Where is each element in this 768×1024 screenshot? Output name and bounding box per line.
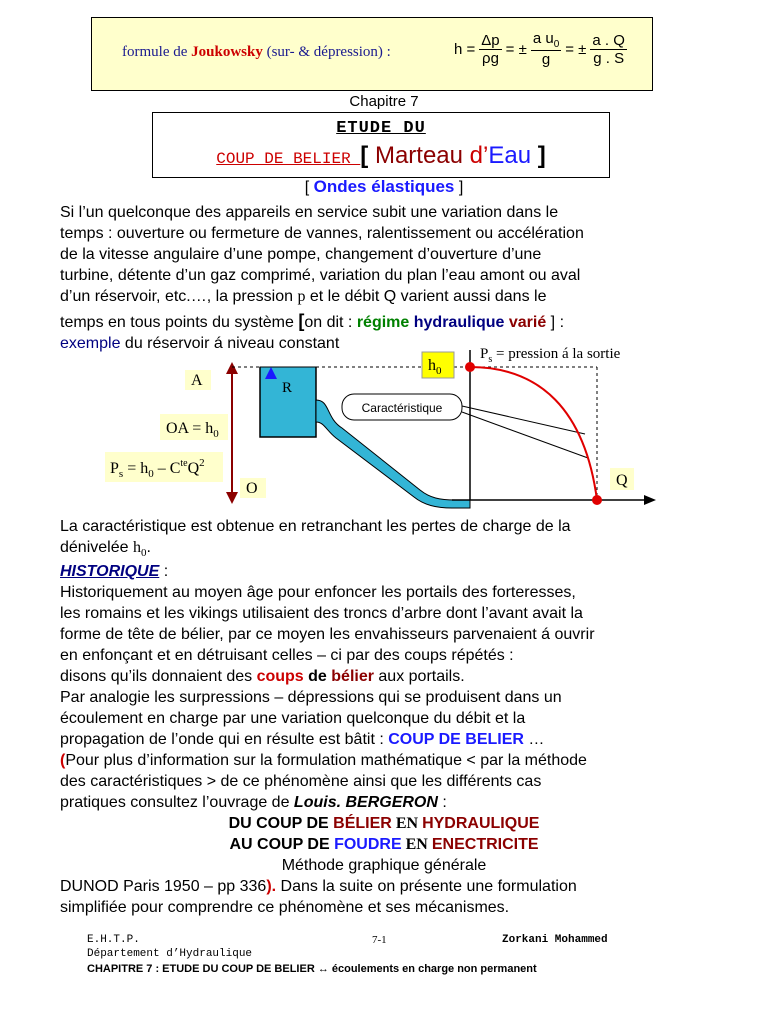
ref-line-5: simplifiée pour comprendre ce phénomène et ses mécanismes. — [60, 899, 510, 916]
intro-p: p — [297, 288, 306, 305]
label-r: R — [282, 380, 293, 396]
hist-line-2: les romains et les vikings utilisaient des troncs d’arbre dont l’avant avait la — [60, 605, 583, 622]
after-h-sub: 0 — [140, 547, 147, 560]
hist-l5a: disons qu’ils donnaient des — [60, 668, 257, 685]
frac2-den: g — [541, 51, 551, 68]
formula-math — [454, 30, 627, 68]
caracteristique-label: Caractéristique — [361, 401, 443, 415]
hydraulique-word: hydraulique — [409, 314, 505, 331]
ondes-close: ] — [454, 179, 464, 196]
regime-word: régime — [356, 314, 410, 331]
ref-en1: EN — [391, 815, 423, 832]
formula-lhs: h = — [454, 40, 476, 58]
ref-belier: BÉLIER — [333, 815, 392, 832]
ondes-open: [ — [304, 179, 314, 196]
footer-page: 7-1 — [372, 934, 387, 946]
historique-section — [60, 561, 710, 813]
footer-arrow: ↔ — [317, 963, 329, 975]
oa-text: OA = $h_0$ — [166, 420, 219, 440]
title-box — [152, 112, 610, 178]
hist-l9a: ( — [60, 752, 66, 769]
hist-line-11 — [60, 792, 710, 813]
intro-l6b: [ — [298, 311, 305, 331]
height-arrow-top — [226, 362, 238, 374]
hist-line-5 — [60, 666, 710, 687]
intro-line-4: turbine, détente d’un gaz comprimé, variation du plan l’eau amont ou aval — [60, 267, 581, 284]
ondes-text: Ondes élastiques — [313, 177, 455, 196]
label-q: Q — [616, 472, 628, 489]
hist-line-6: Par analogie les surpressions – dépressions qui se produisent dans un — [60, 689, 562, 706]
ref-foudre: FOUDRE — [334, 836, 402, 853]
characteristic-curve — [470, 367, 597, 500]
ref-line-3: Méthode graphique générale — [281, 857, 487, 874]
exemple-word: exemple — [60, 335, 121, 352]
point-q — [592, 495, 602, 505]
height-arrow-bottom — [226, 492, 238, 504]
title-marteau: Marteau — [374, 142, 470, 169]
hist-line-1: Historiquement au moyen âge pour enfoncer les portails des forteresses, — [60, 584, 576, 601]
title-bracket-open: [ — [360, 142, 375, 169]
intro-line-3: de la vitesse angulaire d’une pompe, changement d’ouverture d’une — [60, 246, 542, 263]
ref-en2: EN — [401, 836, 432, 853]
reference-block — [0, 813, 768, 876]
hist-l11c: : — [437, 794, 447, 811]
title-line1: ETUDE DU — [336, 119, 426, 138]
hist-line-8 — [60, 729, 710, 750]
intro-l6d: ] : — [546, 314, 565, 331]
title-bracket-close: ] — [531, 142, 546, 169]
footer-chap-a: CHAPITRE 7 : ETUDE DU COUP DE BELIER — [87, 963, 318, 975]
x-axis-arrow — [644, 495, 656, 505]
title-d: d’ — [469, 142, 489, 169]
hist-line-7: écoulement en charge par une variation quelconque du débit et la — [60, 710, 526, 727]
hist-l9b: Pour plus d’information sur la formulation mathématique < par la méthode — [65, 752, 587, 769]
frac3-den: g . S — [593, 49, 625, 67]
title-line2 — [153, 142, 609, 170]
frac1-num: Δp — [481, 31, 500, 49]
hist-l5b: aux portails. — [373, 668, 465, 685]
intro-l5a: d’un réservoir, etc.…, la pression — [60, 288, 298, 305]
formula-box — [91, 17, 653, 91]
ref-enectricite: ENECTRICITE — [431, 836, 539, 853]
callout-pointer-1 — [462, 406, 585, 434]
hist-l8c: … — [523, 731, 545, 748]
intro-line-5 — [60, 286, 710, 307]
title-coup: COUP DE BELIER — [216, 150, 361, 168]
ref-r4c: Dans la suite on présente une formulation — [276, 878, 577, 895]
ref-r2a: AU COUP DE — [229, 836, 335, 853]
de-word: de — [303, 668, 332, 685]
hist-line-4: en enfonçant et en détruisant celles – ci par des coups répétés : — [60, 647, 514, 664]
bergeron-name: Louis. BERGERON — [293, 794, 438, 811]
hist-line-9 — [60, 750, 710, 771]
intro-line-6 — [60, 311, 710, 333]
ref-r4b: ). — [266, 878, 277, 895]
formula-label-post: (sur- & dépression) : — [262, 44, 391, 60]
intro-l5b: et le débit Q varient aussi dans le — [305, 288, 547, 305]
frac1-den: ρg — [482, 49, 499, 67]
historique-heading: HISTORIQUE — [60, 563, 160, 580]
formula-eq1: = ± — [505, 40, 527, 58]
frac3-num: a . Q — [592, 31, 625, 49]
belier-word: bélier — [331, 668, 374, 685]
footer-department: Département d’Hydraulique — [87, 948, 253, 960]
footer-chapter — [87, 963, 537, 975]
after-diagram-paragraph — [60, 516, 710, 564]
intro-paragraph — [60, 202, 710, 354]
intro-l6a: temps en tous points du système — [60, 314, 299, 331]
intro-l6c: on dit : — [304, 314, 357, 331]
ps-formula: $P_s = h_0 - C^{te}Q^2$ — [110, 457, 205, 480]
coups-word: coups — [256, 668, 304, 685]
varie-word: varié — [504, 314, 547, 331]
ref-continuation — [60, 876, 710, 918]
after-h: h — [132, 539, 141, 556]
historique-colon: : — [159, 563, 169, 580]
intro-line-2: temps : ouverture ou fermeture de vannes, ralentissement ou accélération — [60, 225, 584, 242]
label-a: A — [191, 372, 203, 389]
formula-name: Joukowsky — [191, 44, 263, 60]
ref-r4a: DUNOD Paris 1950 – pp 336 — [60, 878, 267, 895]
hist-l8a: propagation de l’onde qui en résulte est bâtit : — [60, 731, 389, 748]
ref-line-4 — [60, 876, 710, 897]
formula-eq2: = ± — [565, 40, 587, 58]
coup-de-belier-word: COUP DE BELIER — [388, 731, 524, 748]
after-dot: . — [146, 539, 151, 556]
footer-chap-b: écoulements en charge non permanent — [328, 963, 537, 975]
frac2-num: a u — [532, 30, 554, 47]
hist-line-3: forme de tête de bélier, par ce moyen les envahisseurs parvenaient á ouvrir — [60, 626, 595, 643]
hist-line-10: des caractéristiques > de ce phénomène ainsi que les différents cas — [60, 773, 542, 790]
callout-pointer-2 — [462, 412, 588, 458]
intro-line-1: Si l’un quelconque des appareils en service subit une variation dans le — [60, 204, 559, 221]
formula-label — [122, 44, 391, 61]
after-l2: dénivelée — [60, 539, 133, 556]
formula-label-pre: formule de — [122, 44, 192, 60]
ondes-heading — [0, 177, 768, 197]
title-eau: Eau — [488, 142, 532, 169]
ref-line-1 — [0, 813, 768, 834]
hist-l11a: pratiques consultez l’ouvrage de — [60, 794, 294, 811]
footer-author: Zorkani Mohammed — [502, 934, 608, 946]
intro-l7: du réservoir á niveau constant — [120, 335, 340, 352]
label-o: O — [246, 480, 258, 497]
ref-hydraulique: HYDRAULIQUE — [422, 815, 540, 832]
ps-label: $P_s$ = pression á la sortie — [480, 346, 621, 365]
chapter-label: Chapitre 7 — [349, 93, 419, 110]
after-line-1: La caractéristique est obtenue en retranchant les pertes de charge de la — [60, 518, 571, 535]
ref-r1a: DU COUP DE — [228, 815, 334, 832]
reservoir-diagram — [0, 340, 768, 520]
point-h0 — [465, 362, 475, 372]
frac2-num-sub: 0 — [553, 39, 560, 50]
h0-label: $h_0$ — [428, 357, 442, 377]
historique-heading-line — [60, 561, 710, 582]
ref-line-2 — [0, 834, 768, 855]
footer-ehtp: E.H.T.P. — [87, 934, 140, 946]
